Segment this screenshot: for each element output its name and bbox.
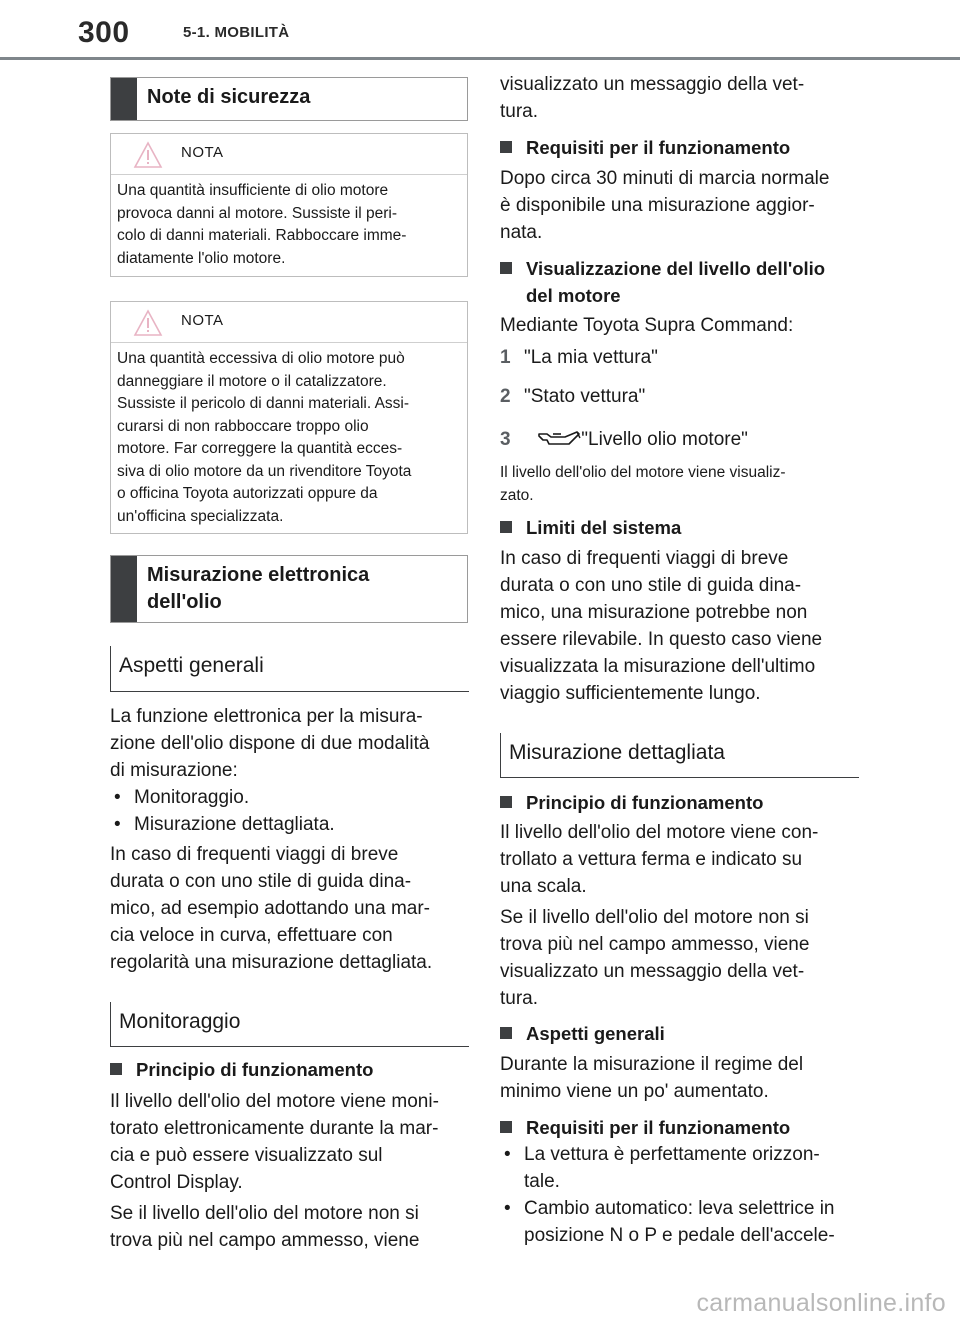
title-line: Misurazione elettronica	[147, 564, 370, 586]
bullet-dot: •	[114, 814, 121, 835]
out-of-range2-paragraph	[500, 904, 860, 1012]
text-line: Il livello dell'olio del motore viene moni-	[110, 1091, 439, 1112]
monitoring-heading	[110, 1002, 469, 1047]
requirement-bullet	[500, 1195, 860, 1249]
text-line: In caso di frequenti viaggi di breve	[110, 844, 399, 865]
bullet-dot: •	[504, 1144, 511, 1165]
system-limits-paragraph	[500, 545, 860, 707]
bullet-dot: •	[114, 787, 121, 808]
step-number: 3	[500, 429, 511, 450]
step-text: "La mia vettura"	[524, 347, 658, 368]
electronic-measurement-heading	[110, 555, 468, 623]
text-line: viaggio sufficientemente lungo.	[500, 683, 761, 704]
nota-line: provoca danni al motore. Sussiste il peri-	[117, 204, 397, 222]
principle-heading	[110, 1056, 470, 1083]
requirement-bullet	[500, 1141, 860, 1195]
text-line: tura.	[500, 988, 539, 1009]
step-number: 2	[500, 386, 511, 407]
step-1	[500, 344, 860, 371]
requirements2-heading	[500, 1114, 860, 1141]
nota-line: siva di olio motore da un rivenditore Toyota	[117, 462, 412, 480]
out-of-range-paragraph	[110, 1200, 470, 1254]
nota-box-excessive	[110, 301, 468, 534]
page-number: 300	[78, 16, 130, 49]
text-line: Se il livello dell'olio del motore non si	[500, 907, 809, 928]
text-line: tura.	[500, 101, 539, 122]
nota-line: un'officina specializzata.	[117, 507, 284, 525]
text-line: visualizzato un messaggio della vet-	[500, 74, 805, 95]
bullet-text	[500, 1141, 860, 1195]
text-line: è disponibile una misurazione aggior-	[500, 195, 815, 216]
watermark: carmanualsonline.info	[696, 1289, 946, 1317]
text-line: visualizzato un messaggio della vet-	[500, 961, 805, 982]
nota-line: Una quantità insufficiente di olio motore	[117, 182, 389, 199]
general-aspects-heading	[110, 646, 469, 692]
nota-line: Una quantità eccessiva di olio motore può	[117, 350, 405, 367]
text-line: zato.	[500, 486, 534, 504]
nota-text	[111, 175, 467, 280]
electronic-measurement-title	[137, 556, 379, 622]
square-bullet-icon	[110, 1063, 122, 1075]
square-bullet-icon	[500, 796, 512, 808]
bullet-text: Monitoraggio.	[134, 787, 250, 808]
nota-line: danneggiare il motore o il catalizzatore.	[117, 372, 387, 390]
principle2-paragraph	[500, 819, 860, 900]
nota-label: NOTA	[181, 312, 224, 329]
text-line: mico, una misurazione potrebbe non	[500, 602, 808, 623]
principle2-heading	[500, 789, 860, 816]
mode-bullet	[110, 811, 470, 838]
text-line: La funzione elettronica per la misura-	[110, 706, 423, 727]
heading-bar	[111, 78, 137, 120]
text-line: visualizzata la misurazione dell'ultimo	[500, 656, 816, 677]
display-title-line: Visualizzazione del livello dell'olio	[526, 258, 826, 279]
text-line: torato elettronicamente durante la mar-	[110, 1118, 439, 1139]
warning-triangle-icon	[133, 309, 163, 337]
detailed-measurement-heading	[500, 733, 859, 778]
text-line: mico, ad esempio adottando una mar-	[110, 898, 431, 919]
square-bullet-icon	[500, 1121, 512, 1133]
nota-line: colo di danni materiali. Rabboccare imme-	[117, 227, 407, 244]
requirements-paragraph	[500, 165, 860, 246]
intro-paragraph	[110, 703, 470, 784]
text-line: trova più nel campo ammesso, viene	[500, 934, 810, 955]
nota-line: curarsi di non rabboccare troppo olio	[117, 417, 369, 435]
header-rule	[0, 57, 960, 60]
oil-level-display-heading	[500, 255, 860, 309]
text-line: In caso di frequenti viaggi di breve	[500, 548, 789, 569]
text-line: una scala.	[500, 876, 587, 897]
nota-line: Sussiste il pericolo di danni materiali. Assi-	[117, 395, 410, 412]
nota-line: o officina Toyota autorizzati oppure da	[117, 485, 378, 502]
requirements2-title: Requisiti per il funzionamento	[526, 1117, 791, 1138]
nota-header	[111, 302, 467, 343]
step-text: "Stato vettura"	[524, 386, 646, 407]
bullet-dot: •	[504, 1198, 511, 1219]
text-line: Control Display.	[110, 1172, 243, 1193]
title-line: dell'olio	[147, 591, 222, 613]
nota-line: motore. Far correggere la quantità ecces-	[117, 440, 403, 457]
general2-heading	[500, 1020, 860, 1047]
command-intro: Mediante Toyota Supra Command:	[500, 315, 794, 336]
display-note	[500, 462, 860, 507]
text-line: tale.	[524, 1171, 560, 1192]
bullet-text	[500, 1195, 860, 1249]
safety-notes-title: Note di sicurezza	[147, 86, 311, 108]
text-line: La vettura è perfettamente orizzon-	[524, 1144, 820, 1165]
oil-can-icon	[537, 428, 581, 448]
square-bullet-icon	[500, 521, 512, 533]
text-line: di misurazione:	[110, 760, 238, 781]
text-line: nata.	[500, 222, 543, 243]
display-title-line: del motore	[526, 285, 621, 306]
text-line: trova più nel campo ammesso, viene	[110, 1230, 420, 1251]
continued-paragraph	[500, 71, 860, 125]
system-limits-title: Limiti del sistema	[526, 517, 682, 538]
text-line: Il livello dell'olio del motore viene con-	[500, 822, 819, 843]
warning-triangle-icon	[133, 141, 163, 169]
square-bullet-icon	[500, 262, 512, 274]
text-line: Il livello dell'olio del motore viene visualiz-	[500, 464, 786, 481]
text-line: essere rilevabile. In questo caso viene	[500, 629, 823, 650]
text-line: durata o con uno stile di guida dina-	[110, 871, 412, 892]
nota-line: diatamente l'olio motore.	[117, 249, 286, 267]
monitoring-title: Monitoraggio	[119, 1010, 241, 1033]
general-aspects-title: Aspetti generali	[119, 654, 264, 677]
text-line: Durante la misurazione il regime del	[500, 1054, 804, 1075]
text-line: regolarità una misurazione dettagliata.	[110, 952, 433, 973]
square-bullet-icon	[500, 1027, 512, 1039]
text-line: cia veloce in curva, effettuare con	[110, 925, 393, 946]
nota-box-insufficient	[110, 133, 468, 277]
step-3	[500, 426, 860, 453]
text-line: Dopo circa 30 minuti di marcia normale	[500, 168, 830, 189]
bullet-text: Misurazione dettagliata.	[134, 814, 335, 835]
heading-bar	[111, 556, 137, 622]
text-line: Se il livello dell'olio del motore non si	[110, 1203, 419, 1224]
text-line: minimo viene un po' aumentato.	[500, 1081, 769, 1102]
principle-title: Principio di funzionamento	[136, 1059, 374, 1080]
section-title: 5-1. MOBILITÀ	[183, 24, 290, 41]
nota-text	[111, 343, 467, 538]
safety-notes-heading	[110, 77, 468, 121]
mode-bullet	[110, 784, 470, 811]
requirements-heading	[500, 134, 860, 161]
text-line: durata o con uno stile di guida dina-	[500, 575, 802, 596]
step-text: "Livello olio motore"	[581, 429, 748, 450]
step-2	[500, 383, 860, 410]
requirements-title: Requisiti per il funzionamento	[526, 137, 791, 158]
text-line: cia e può essere visualizzato sul	[110, 1145, 383, 1166]
nota-label: NOTA	[181, 144, 224, 161]
detailed-measurement-title: Misurazione dettagliata	[509, 741, 725, 764]
nota-header	[111, 134, 467, 175]
general2-title: Aspetti generali	[526, 1023, 665, 1044]
text-line: Cambio automatico: leva selettrice in	[524, 1198, 835, 1219]
text-line: zione dell'olio dispone di due modalità	[110, 733, 430, 754]
text-line: trollato a vettura ferma e indicato su	[500, 849, 803, 870]
principle-paragraph	[110, 1088, 470, 1196]
square-bullet-icon	[500, 141, 512, 153]
text-line: posizione N o P e pedale dell'accele-	[524, 1225, 835, 1246]
principle2-title: Principio di funzionamento	[526, 792, 764, 813]
frequent-trips-paragraph	[110, 841, 470, 976]
system-limits-heading	[500, 514, 860, 541]
step-number: 1	[500, 347, 511, 368]
general2-paragraph	[500, 1051, 860, 1105]
